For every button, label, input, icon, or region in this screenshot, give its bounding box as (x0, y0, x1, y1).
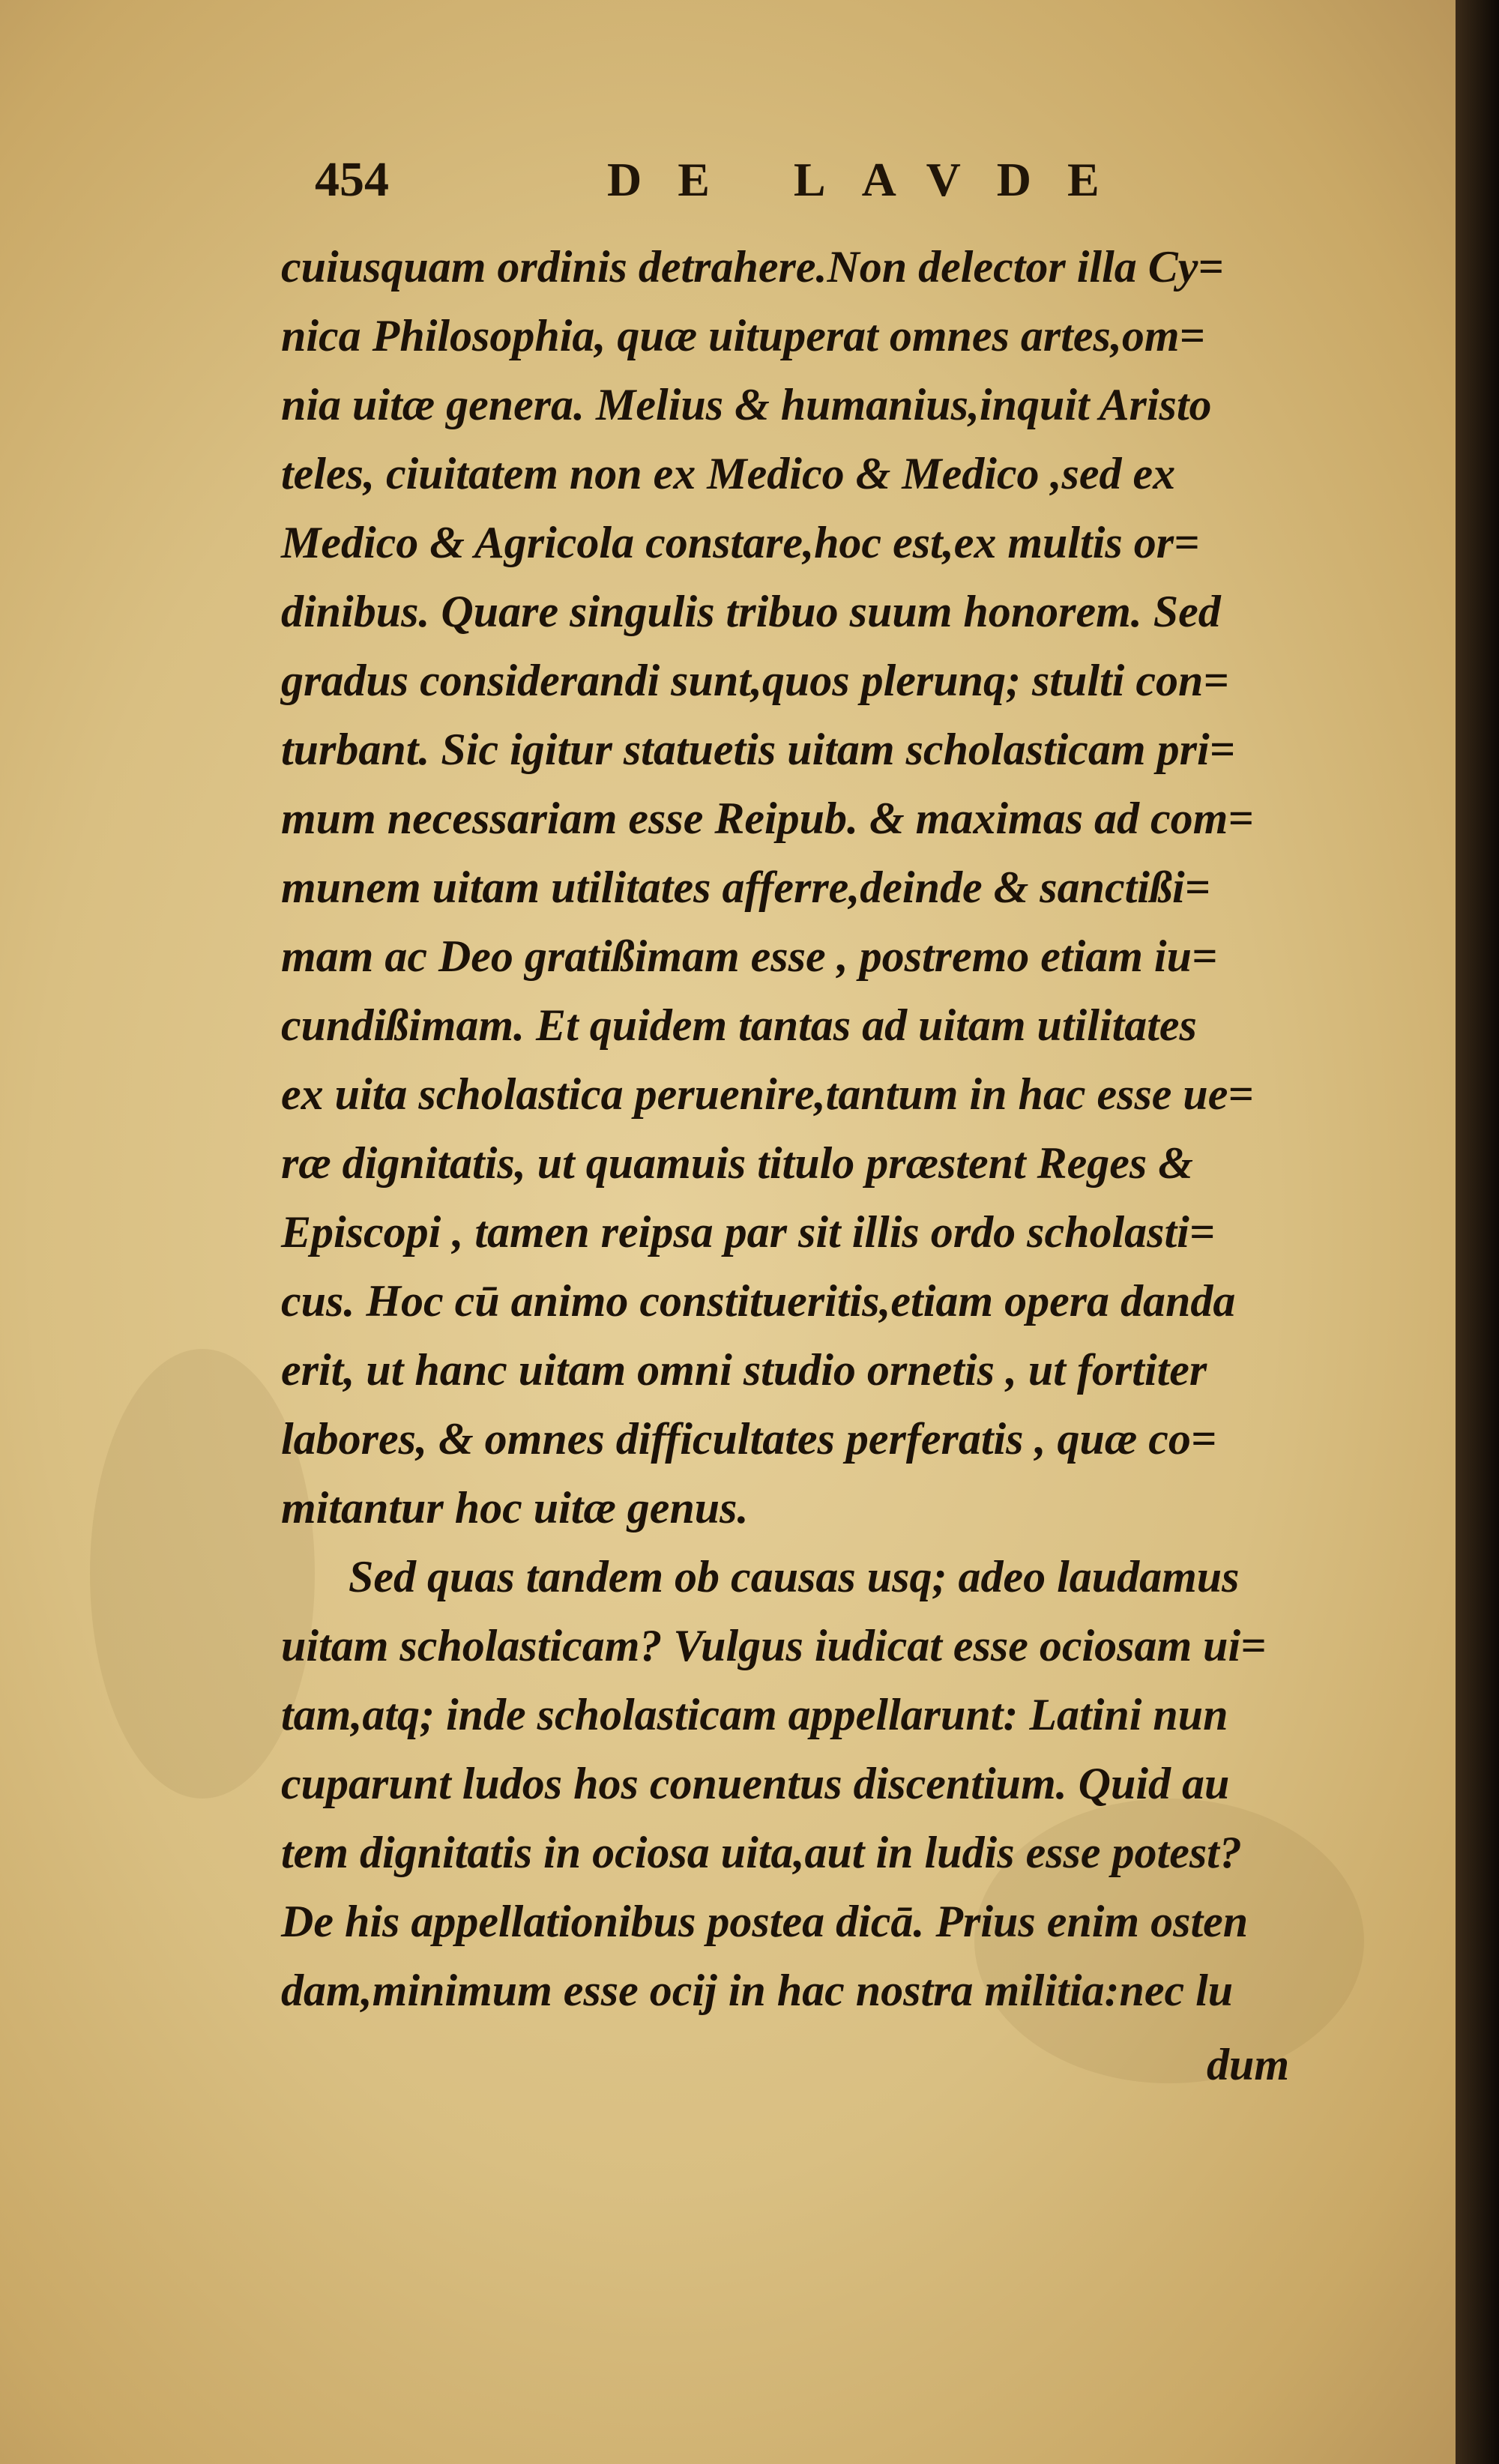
running-head: DE LAVDE (607, 153, 1135, 206)
text-line: cuiusquam ordinis detrahere.Non delector illa Cy= (281, 242, 1224, 292)
text-line: nia uitæ genera. Melius & humanius,inquit Aristo (281, 380, 1212, 429)
text-line: dam,minimum esse ocij in hac nostra militia:nec lu (281, 1966, 1234, 2015)
text-line: mitantur hoc uitæ genus. (281, 1483, 749, 1533)
text-line: cus. Hoc cū animo constitueritis,etiam opera danda (281, 1276, 1236, 1326)
text-line: uitam scholasticam? Vulgus iudicat esse ociosam ui= (281, 1621, 1267, 1670)
text-line: teles, ciuitatem non ex Medico & Medico ,sed ex (281, 449, 1176, 498)
text-line: munem uitam utilitates afferre,deinde & sanctißi= (281, 863, 1210, 912)
text-line: mum necessariam esse Reipub. & maximas ad com= (281, 794, 1254, 843)
body-text (281, 232, 1330, 2025)
catchword: dum (1207, 2040, 1290, 2089)
text-line: nica Philosophia, quæ uituperat omnes artes,om= (281, 311, 1205, 360)
text-line: cuparunt ludos hos conuentus discentium. Quid au (281, 1759, 1230, 1808)
text-line: turbant. Sic igitur statuetis uitam scholasticam pri= (281, 725, 1235, 774)
book-gutter (1456, 0, 1499, 2464)
text-line: ræ dignitatis, ut quamuis titulo præstent Reges & (281, 1138, 1193, 1188)
text-line: dinibus. Quare singulis tribuo suum honorem. Sed (281, 587, 1221, 636)
text-line: tem dignitatis in ociosa uita,aut in ludis esse potest? (281, 1828, 1242, 1877)
text-line: cundißimam. Et quidem tantas ad uitam utilitates (281, 1000, 1197, 1050)
text-line: tam,atq; inde scholasticam appellarunt: Latini nun (281, 1690, 1228, 1739)
paragraph-start-line: Sed quas tandem ob causas usq; adeo laudamus (349, 1552, 1240, 1601)
text-line: mam ac Deo gratißimam esse , postremo etiam iu= (281, 931, 1218, 981)
text-line: De his appellationibus postea dicā. Prius enim osten (281, 1897, 1249, 1946)
text-line: labores, & omnes difficultates perferatis , quæ co= (281, 1414, 1217, 1464)
text-line: Medico & Agricola constare,hoc est,ex multis or= (281, 518, 1200, 567)
page-number: 454 (315, 152, 389, 207)
text-line: Episcopi , tamen reipsa par sit illis ordo scholasti= (281, 1207, 1215, 1257)
text-line: gradus considerandi sunt,quos plerunq; stulti con= (281, 656, 1229, 705)
page-header (315, 146, 1214, 214)
text-line: ex uita scholastica peruenire,tantum in hac esse ue= (281, 1069, 1254, 1119)
text-line: erit, ut hanc uitam omni studio ornetis , ut fortiter (281, 1345, 1207, 1395)
